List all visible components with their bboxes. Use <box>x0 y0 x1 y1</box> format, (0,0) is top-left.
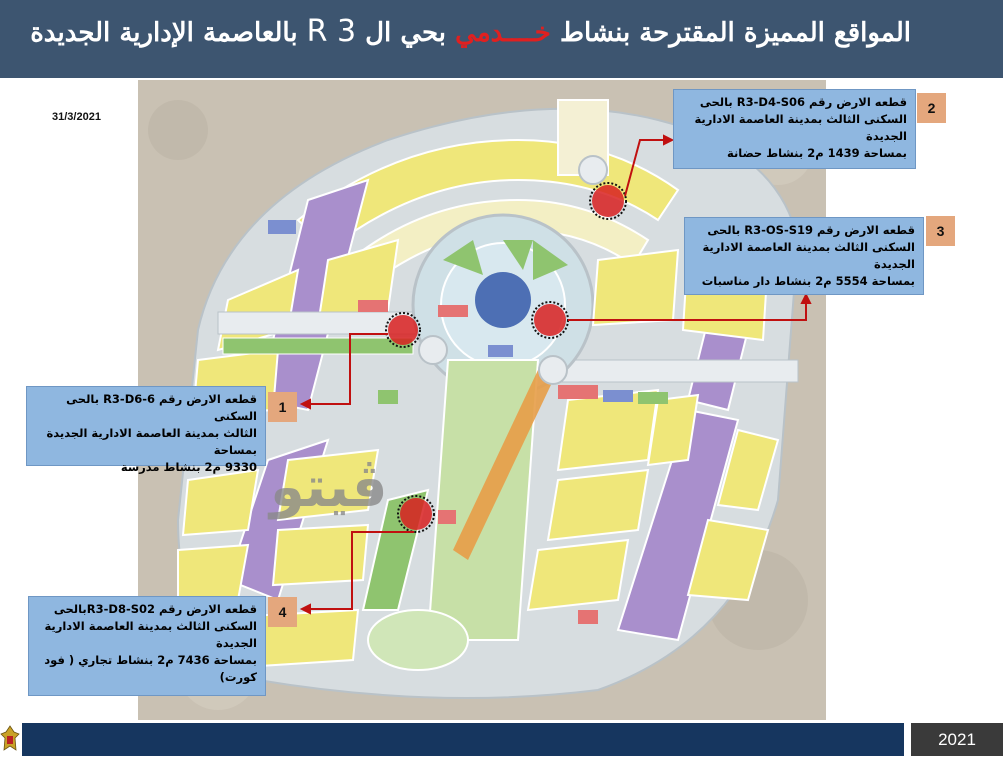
date-label: 31/3/2021 <box>52 111 101 123</box>
callout-1: قطعه الارض رقم R3-D6-6 بالحى السكنى الثالث بمدينة العاصمة الادارية الجديدة بمساحة 9330 م2 بنشاط مدرسة <box>26 386 266 466</box>
eagle-emblem-icon <box>0 724 20 754</box>
footer-year: 2021 <box>911 723 1003 756</box>
watermark-logo: ڤيتو <box>270 455 388 520</box>
callout-2: قطعه الارض رقم R3-D4-S06 بالحى السكنى الثالث بمدينة العاصمة الادارية الجديدة بمساحة 1439 م2 بنشاط حضانة <box>673 89 916 169</box>
badge-3: 3 <box>926 216 955 246</box>
badge-1: 1 <box>268 392 297 422</box>
page-title: المواقع المميزة المقترحة بنشاط خــــدمي بحي ال R 3 بالعاصمة الإدارية الجديدة <box>30 14 911 49</box>
callout-4: قطعه الارض رقم R3-D8-S02بالحى السكنى الثالث بمدينة العاصمة الادارية الجديدة بمساحة 7436 م2 بنشاط تجاري ( فود كورت) <box>28 596 266 696</box>
footer-bar <box>22 723 904 756</box>
badge-4: 4 <box>268 597 297 627</box>
callout-3: قطعه الارض رقم R3-OS-S19 بالحى السكنى الثالث بمدينة العاصمة الادارية الجديدة بمساحة 5554 م2 بنشاط دار مناسبات <box>684 217 924 295</box>
badge-2: 2 <box>917 93 946 123</box>
title-highlight: خــــدمي <box>455 18 551 48</box>
